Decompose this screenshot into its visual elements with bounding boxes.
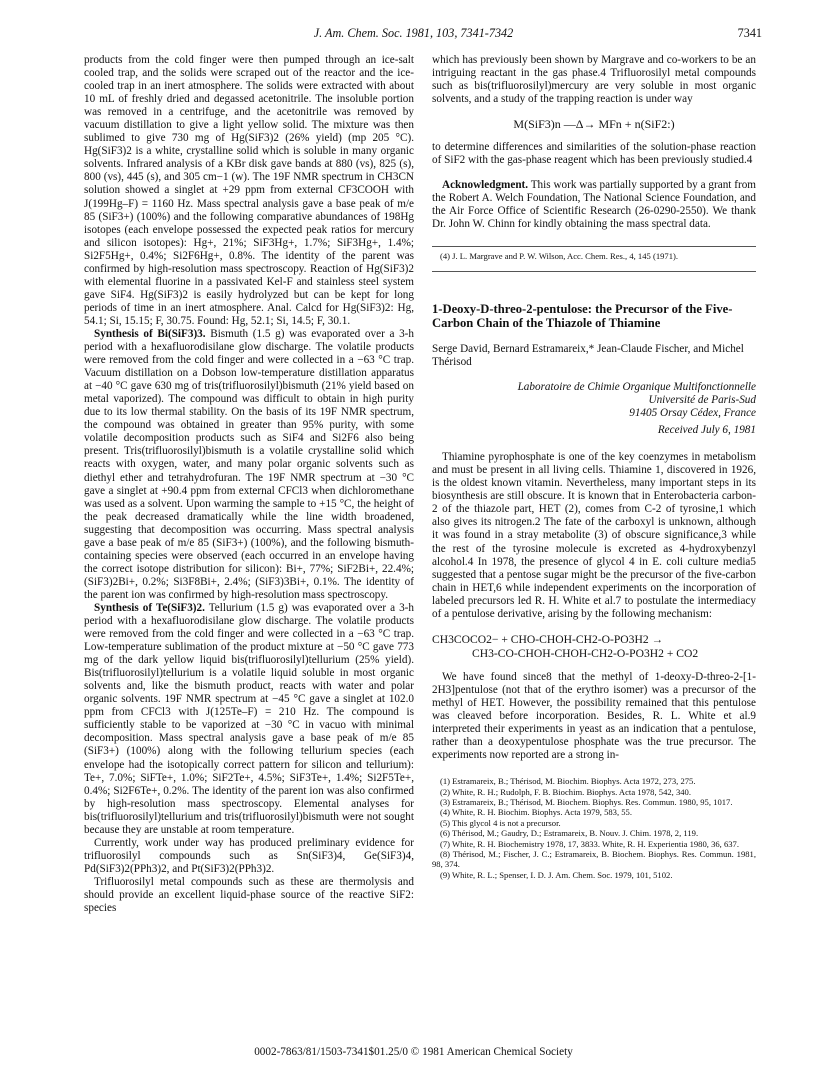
reference-item: (2) White, R. H.; Rudolph, F. B. Biochim. Biophys. Acta 1978, 542, 340. (440, 786, 691, 797)
reference-item: (5) This glycol 4 is not a precursor. (440, 817, 561, 828)
references (432, 776, 756, 880)
page-number: 7341 (737, 26, 762, 40)
section-heading: Synthesis of Bi(SiF3)3. (94, 327, 206, 340)
article-title: 1-Deoxy-D-threo-2-pentulose: the Precursor of the Five-Carbon Chain of the Thiazole of Thiamine (432, 301, 733, 331)
ack-text: This work was partially supported by a grant from the Robert A. Welch Foundation, The National Science Foundation, and the Air Force Office of Scientific Research (26-0290-2550). We thank Dr. John W. Chinn for kindly obtaining the mass spectral data. (432, 179, 756, 231)
journal-citation: J. Am. Chem. Soc. 1981, 103, 7341-7342 (313, 26, 514, 40)
paragraph: Currently, work under way has produced preliminary evidence for trifluorosilyl compounds such as Sn(SiF3)4, Ge(SiF3)4, Pd(SiF3)2(PPh3)2, and Pt(SiF3)2(PPh3)2. (84, 836, 414, 875)
received-date: Received July 6, 1981 (657, 424, 756, 437)
equation-line: CH3-CO-CHOH-CHOH-CH2-O-PO3H2 + CO2 (472, 646, 699, 660)
affiliation-line: Université de Paris-Sud (648, 394, 756, 407)
paragraph-text: Bismuth (1.5 g) was evaporated over a 3-h period with a hexafluorodisilane glow discharge. The volatile products were removed from the cold finger and were collected in a −63 °C trap. Vacuum distillation on a Dobson low-temperature distillation apparatus at −40 °C gave 630 mg of tris(trifluorosilyl)bismuth (21% yield based on metal vaporized). The compound was difficult to obtain in high purity due to its low thermal stability. On the basis of its 19F NMR spectrum, the compound was obtained in greater than 95% purity, with some volatile decomposition products such as SiF4 and Si2F6 also being present. Tris(trifluorosilyl)bismuth is a volatile crystalline solid which reacts with oxygen, water, and many polar organic solvents such as diethyl ether and tetrahydrofuran. The 19F NMR spectrum at −30 °C gave a singlet at +90.4 ppm from external CFCl3 when dichloromethane was used as a solvent. Upon warming the sample to +15 °C, the height of the peak decreased dramatically while the line width broadened, suggesting that decomposition was occurring. Mass spectral analysis gave a base peak of m/e 85 (SiF3+) (100%), and the following bismuth-containing species were observed (each occurred in an envelope having the correct isotope distribution for silicon): Bi+, 77%; SiF2Bi+, 22.4%; (SiF3)2Bi+, 0.2%; Si3F8Bi+, 2.4%; (SiF3)3Bi+, 0.1%. The identity of the parent ion was confirmed by high-resolution mass spectroscopy. (84, 327, 414, 601)
paragraph: products from the cold finger were then pumped through an ice-salt cooled trap, and the solids were scraped out of the reactor and the ice-cooled trap in an inert atmosphere. The solids were extracted with about 10 mL of freshly dried and degassed acetonitrile. The insoluble portion was removed in a centrifuge, and the acetonitrile was removed by vacuum distillation to give a light yellow solid. The mixture was then sublimed to give 730 mg of Hg(SiF3)2 (26% yield) (mp 205 °C). Hg(SiF3)2 is a white, crystalline solid which is soluble in many organic solvents. Infrared analysis of a KBr disk gave bands at 880 (vs), 825 (s), 800 (vs), 445 (s), and 305 cm−1 (w). The 19F NMR spectrum in CH3CN solution showed a singlet at +29 ppm from external CF3COOH with J(199Hg–F) = 1160 Hz. Mass spectral analysis gave a base peak of m/e 85 (SiF3+) (100%) and the following comparative abundances of 198Hg isotopes (each envelope possessed the expected peak ratios for mercury and silicon isotopes): Hg+, 21%; SiF3Hg+, 1.7%; SiF3Hg+, 1.4%; Si2F5Hg+, 0.4%; Si2F6Hg+, 0.8%. The identity of the parent was confirmed by high-resolution mass spectroscopy. Reaction of Hg(SiF3)2 with elemental fluorine in a passivated Kel-F and stainless steel system gave SiF4. Hg(SiF3)2 is easily hydrolyzed but can be kept for long periods of time in an inert atmosphere. Anal. Calcd for Hg(SiF3)2: Hg, 54.1; Si, 15.15; F, 30.75. Found: Hg, 52.1; Si, 14.5; F, 30.1. (84, 54, 414, 327)
footnote (432, 251, 756, 261)
affiliation-line: Laboratoire de Chimie Organique Multifonctionnelle (517, 381, 756, 394)
author-list: Serge David, Bernard Estramareix,* Jean-Claude Fischer, and Michel Thérisod (432, 342, 744, 368)
paragraph: Thiamine pyrophosphate is one of the key coenzymes in metabolism and must be present in all living cells. Thiamine 1, discovered in 1926, is the oldest known vitamin. Nevertheless, many important steps in its biosynthesis are still obscure. It is known that in Enterobacteria carbon-2 of the thiazole part, HET (2), comes from C-2 of tyrosine,1 which also gives its nitrogen.2 The fate of the carboxyl is unknown, although it was found in a stray metabolite (3) of obscure significance,3 while the rest of the tyrosine molecule is excreted as 4-hydroxybenzyl alcohol.4 In 1978, the presence of glycol 4 in E. coli culture media5 suggested that a pentose sugar might be the precursor of the five-carbon chain in HET,6 while independent experiments on the incorporation of labeled precursors led R. H. White et al.7 to postulate the intermediacy of a pentulose derivative, arising by the following mechanism: (432, 451, 756, 620)
right-column (432, 54, 756, 880)
ack-heading: Acknowledgment. (442, 179, 529, 192)
reference-item: (6) Thérisod, M.; Gaudry, D.; Estramareix, B. Nouv. J. Chim. 1978, 2, 119. (440, 828, 699, 839)
reference-item: (1) Estramareix, B.; Thérisod, M. Biochim. Biophys. Acta 1972, 273, 275. (440, 776, 696, 787)
section-heading: Synthesis of Te(SiF3)2. (94, 601, 205, 614)
paragraph (84, 602, 414, 837)
divider (432, 246, 756, 247)
paragraph: We have found since8 that the methyl of 1-deoxy-D-threo-2-[1-2H3]pentulose (not that of the erythro isomer) was a precursor of the methyl of HET. However, the possibility remained that this pentulose was cleaved before incorporation. Besides, R. L. White et al.9 interpreted their experiments in yeast as an indication that a pentulose, rather than a deoxypentulose phosphate was the true precursor. The experiments now reported are a strong in- (432, 670, 756, 762)
affiliation (432, 381, 756, 437)
reference-item: (7) White, R. H. Biochemistry 1978, 17, 3833. White, R. H. Experientia 1980, 36, 637. (440, 838, 739, 849)
equation-line: CH3COCO2− + CHO-CHOH-CH2-O-PO3H2 → (432, 632, 664, 646)
divider (432, 271, 756, 272)
reference-item: (9) White, R. L.; Spenser, I. D. J. Am. Chem. Soc. 1979, 101, 5102. (440, 869, 673, 880)
affiliation-line: 91405 Orsay Cédex, France (629, 407, 756, 420)
reference-item: (4) J. L. Margrave and P. W. Wilson, Acc. Chem. Res., 4, 145 (1971). (440, 250, 679, 261)
paragraph: to determine differences and similarities of the solution-phase reaction of SiF2 with the gas-phase reagent which has been previously studied.4 (432, 141, 756, 167)
paragraph (84, 328, 414, 602)
left-column (84, 54, 414, 915)
equation: M(SiF3)n —Δ→ MFn + n(SiF2:) (513, 117, 675, 132)
reference-item: (4) White, R. H. Biochim. Biophys. Acta 1979, 583, 55. (440, 807, 632, 818)
reference-item: (8) Thérisod, M.; Fischer, J. C.; Estramareix, B. Biochem. Biophys. Res. Commun. 1981, 98, 374. (432, 848, 756, 870)
reaction-equation (432, 633, 756, 661)
paragraph: Trifluorosilyl metal compounds such as these are thermolysis and should provide an excellent liquid-phase source of the reactive SiF2: species (84, 875, 414, 915)
running-header (0, 26, 827, 44)
paragraph: which has previously been shown by Margrave and co-workers to be an intriguing reactant in the gas phase.4 Trifluorosilyl metal compounds such as bis(trifluorosilyl)mercury are very soluble in most organic solvents, and a study of the trapping reaction is under way (432, 54, 756, 106)
acknowledgment (432, 179, 756, 231)
reference-item: (3) Estramareix, B.; Thérisod, M. Biochem. Biophys. Res. Commun. 1980, 95, 1017. (440, 796, 733, 807)
page-footer: 0002-7863/81/1503-7341$01.25/0 © 1981 American Chemical Society (254, 1046, 573, 1058)
paragraph-text: Tellurium (1.5 g) was evaporated over a 3-h period with a hexafluorodisilane glow discharge. The volatile products were removed from the cold finger and were collected in a −63 °C trap. Low-temperature sublimation of the product mixture at −50 °C gave 773 mg of the dark yellow liquid bis(trifluorosilyl)tellurium (25% yield). Bis(trifluorosilyl)tellurium is a volatile liquid soluble in most organic solvents and, like the bismuth product, reacts with water and polar organic solvents. 19F NMR spectrum at −45 °C gave a singlet at 102.0 ppm from CFCl3 with J(125Te–F) = 210 Hz. The compound is sufficiently stable to be vaporized at −30 °C in vacuo with minimal decomposition. Mass spectral analysis gave a base peak of m/e 85 (SiF3+) (100%) along with the following tellurium species (each envelope had the isotopically correct pattern for silicon and tellurium): Te+, 7.0%; SiFTe+, 1.0%; SiF2Te+, 4.5%; SiF3Te+, 1.4%; Si2F5Te+, 0.4%; Si2F6Te+, 0.2%. The identity of the parent ion was also confirmed by high-resolution mass spectroscopy. Elemental analyses for bis(trifluorosilyl)tellurium and tris(trifluorosilyl)bismuth were not sought because they are unstable at room temperature. (84, 601, 414, 836)
